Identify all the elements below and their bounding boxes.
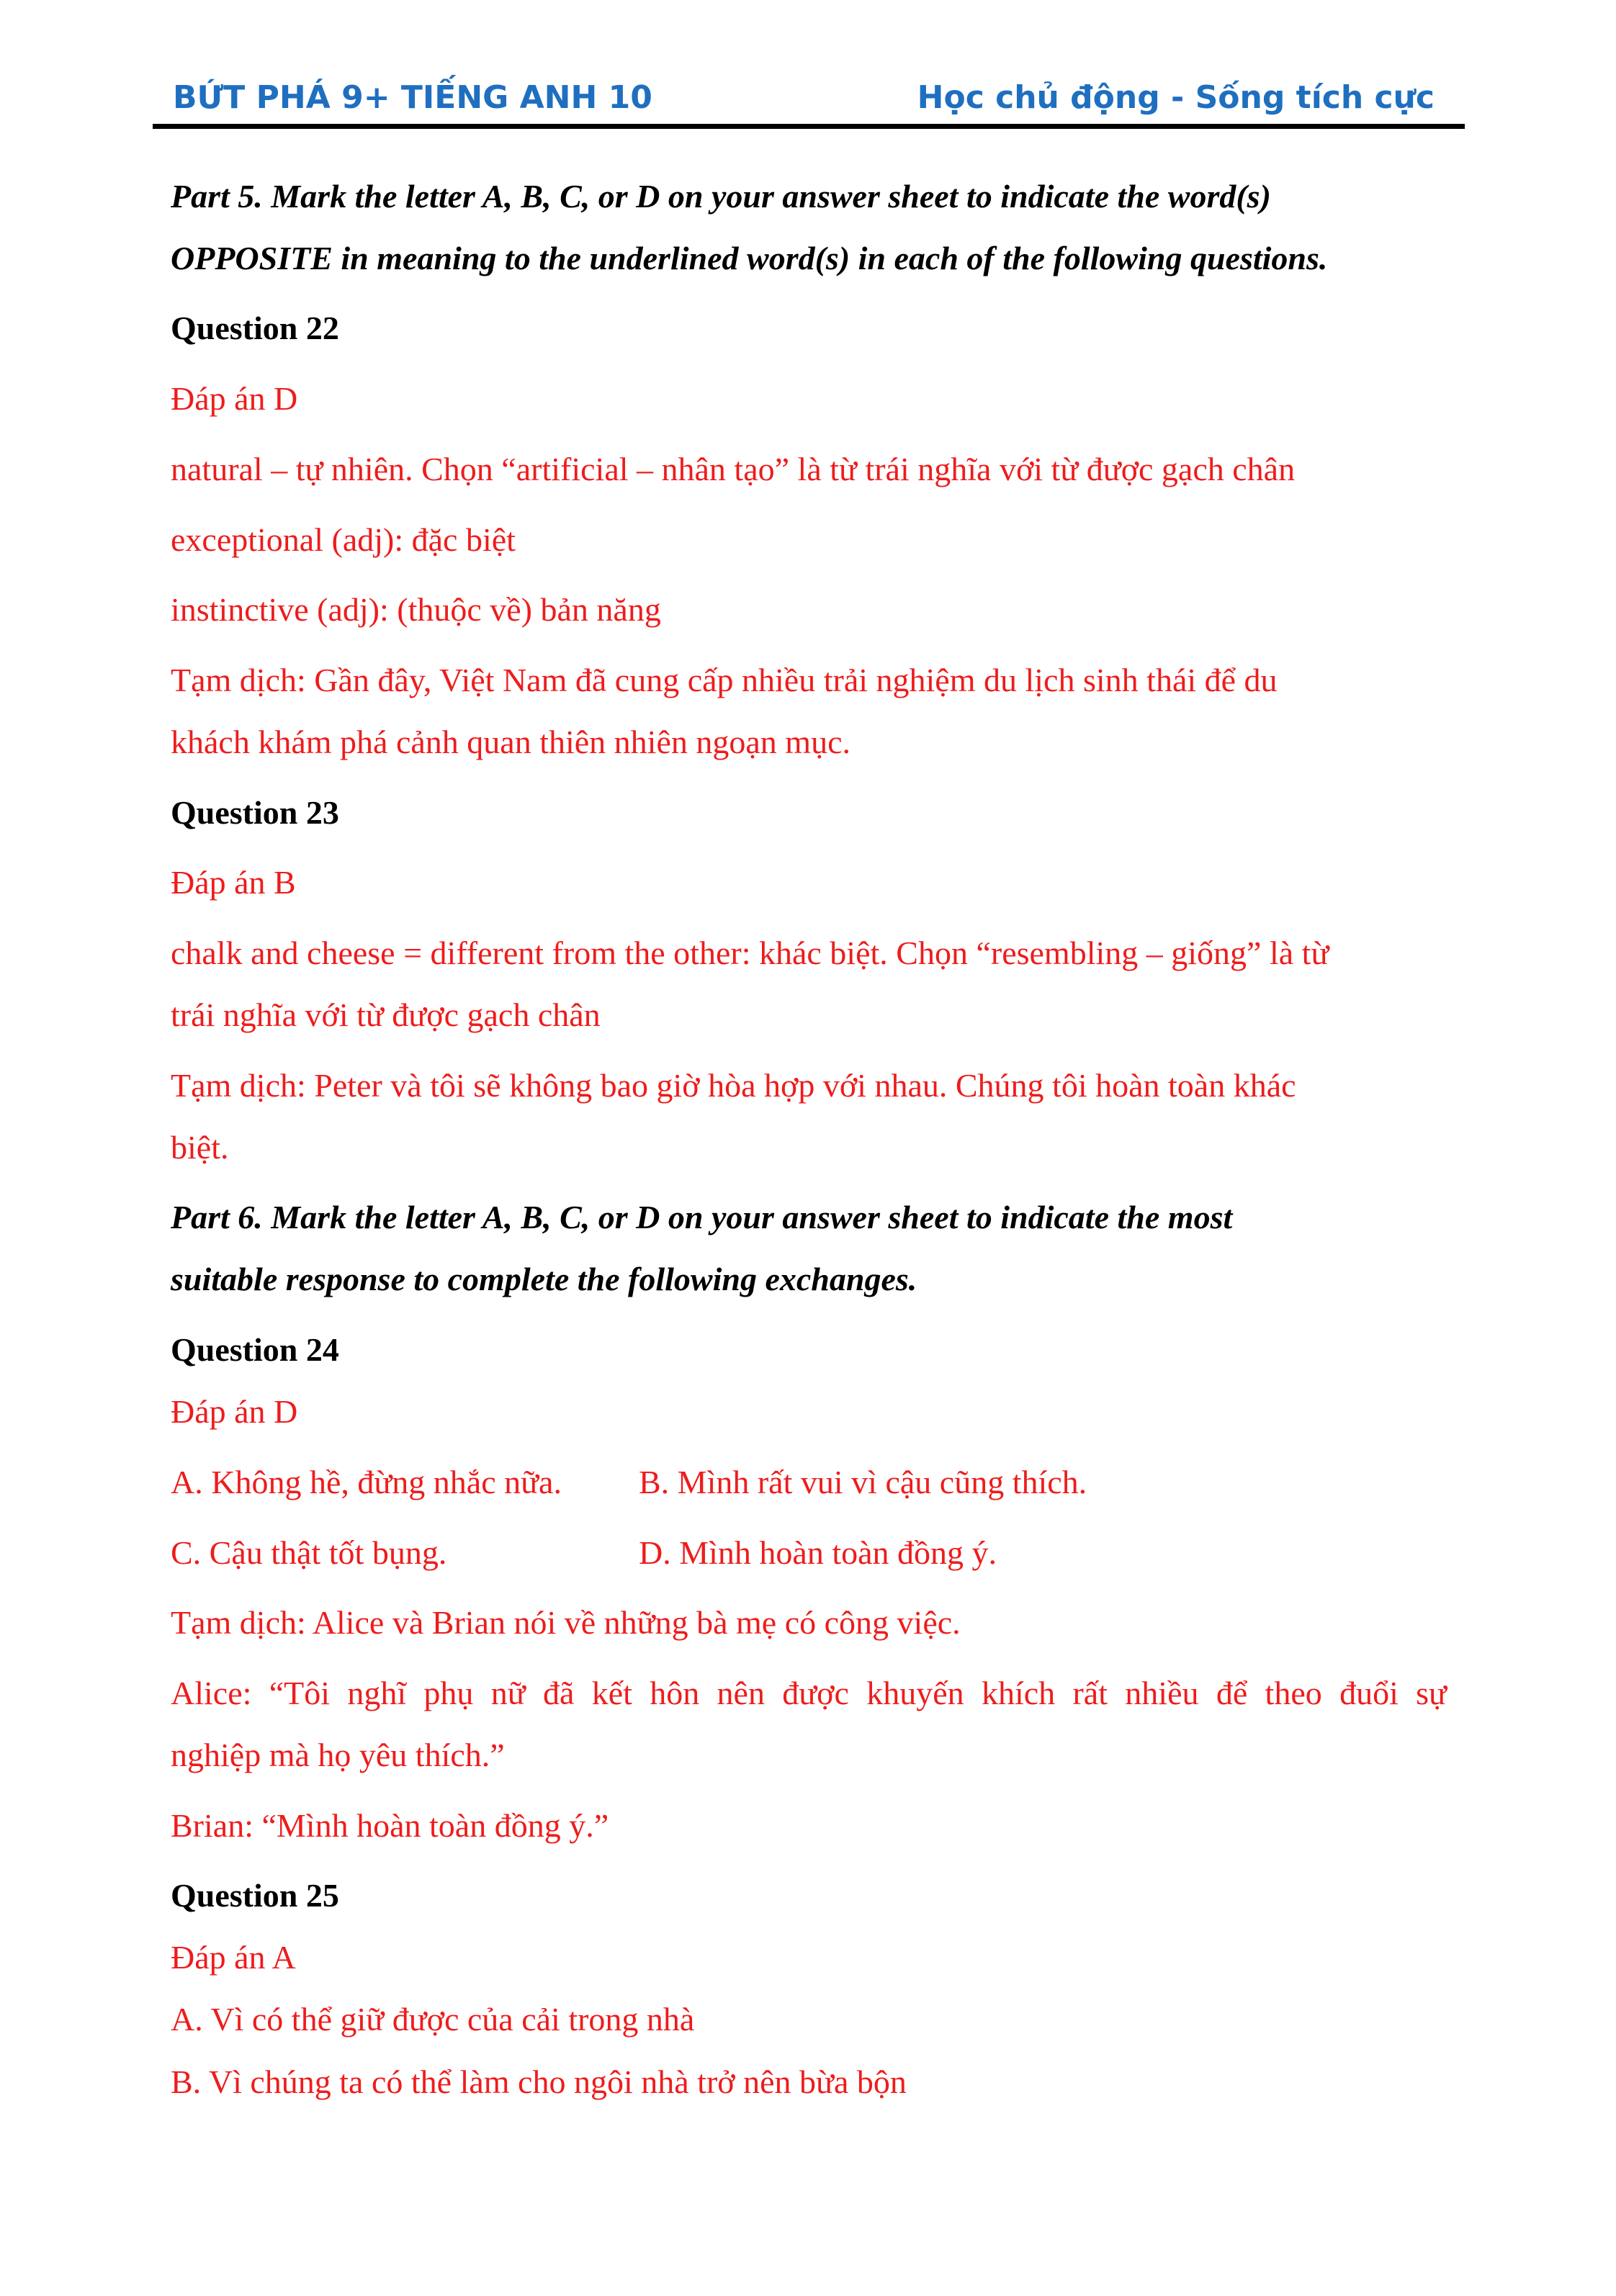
question-22-translation-1: Tạm dịch: Gần đây, Việt Nam đã cung cấp nhiều trải nghiệm du lịch sinh thái để du (171, 662, 1278, 698)
question-23-translation-2: biệt. (171, 1129, 229, 1166)
question-22-explanation-2: exceptional (adj): đặc biệt (171, 521, 516, 558)
question-24-option-d: D. Mình hoàn toàn đồng ý. (639, 1534, 997, 1571)
question-22-heading: Question 22 (171, 310, 339, 346)
question-25-option-a: A. Vì có thể giữ được của cải trong nhà (171, 2001, 695, 2038)
header-slogan: Học chủ động - Sống tích cực (917, 79, 1435, 116)
question-25-option-b: B. Vì chúng ta có thể làm cho ngôi nhà trở nên bừa bộn (171, 2063, 907, 2100)
question-22-explanation-3: instinctive (adj): (thuộc về) bản năng (171, 591, 661, 628)
header-divider (153, 124, 1465, 129)
question-23-translation-1: Tạm dịch: Peter và tôi sẽ không bao giờ hòa hợp với nhau. Chúng tôi hoàn toàn khác (171, 1067, 1296, 1104)
question-24-options-row2 (171, 1522, 997, 1584)
part6-instruction-line2: suitable response to complete the following exchanges. (171, 1261, 917, 1297)
question-24-option-a: A. Không hề, đừng nhắc nữa. (171, 1464, 562, 1500)
question-24-brian: Brian: “Mình hoàn toàn đồng ý.” (171, 1807, 609, 1844)
question-23-heading: Question 23 (171, 794, 339, 831)
part5-instruction-line1: Part 5. Mark the letter A, B, C, or D on your answer sheet to indicate the word(s) (171, 178, 1271, 215)
question-25-answer: Đáp án A (171, 1939, 296, 1976)
question-24-alice-line2: nghiệp mà họ yêu thích.” (171, 1737, 505, 1773)
question-24-alice-line1: Alice: “Tôi nghĩ phụ nữ đã kết hôn nên được khuyến khích rất nhiều để theo đuổi sự (171, 1675, 1447, 1711)
header-title: BỨT PHÁ 9+ TIẾNG ANH 10 (173, 79, 652, 116)
part5-instruction-line2: OPPOSITE in meaning to the underlined word(s) in each of the following questions. (171, 240, 1328, 276)
question-24-options-row1 (171, 1451, 1087, 1513)
question-24-translation: Tạm dịch: Alice và Brian nói về những bà mẹ có công việc. (171, 1604, 961, 1641)
question-25-heading: Question 25 (171, 1877, 339, 1914)
question-23-explanation-1: chalk and cheese = different from the other: khác biệt. Chọn “resembling – giống” là từ (171, 935, 1329, 971)
question-24-answer: Đáp án D (171, 1393, 298, 1430)
question-24-option-c: C. Cậu thật tốt bụng. (171, 1534, 447, 1571)
question-23-answer: Đáp án B (171, 864, 296, 901)
question-23-explanation-2: trái nghĩa với từ được gạch chân (171, 996, 601, 1033)
question-24-option-b: B. Mình rất vui vì cậu cũng thích. (639, 1464, 1087, 1500)
question-22-translation-2: khách khám phá cảnh quan thiên nhiên ngoạn mục. (171, 724, 850, 760)
part6-instruction-line1: Part 6. Mark the letter A, B, C, or D on your answer sheet to indicate the most (171, 1199, 1233, 1235)
page-header (167, 79, 1463, 127)
question-24-heading: Question 24 (171, 1331, 339, 1368)
question-22-answer: Đáp án D (171, 380, 298, 417)
question-22-explanation-1: natural – tự nhiên. Chọn “artificial – nhân tạo” là từ trái nghĩa với từ được gạch chân (171, 451, 1296, 487)
